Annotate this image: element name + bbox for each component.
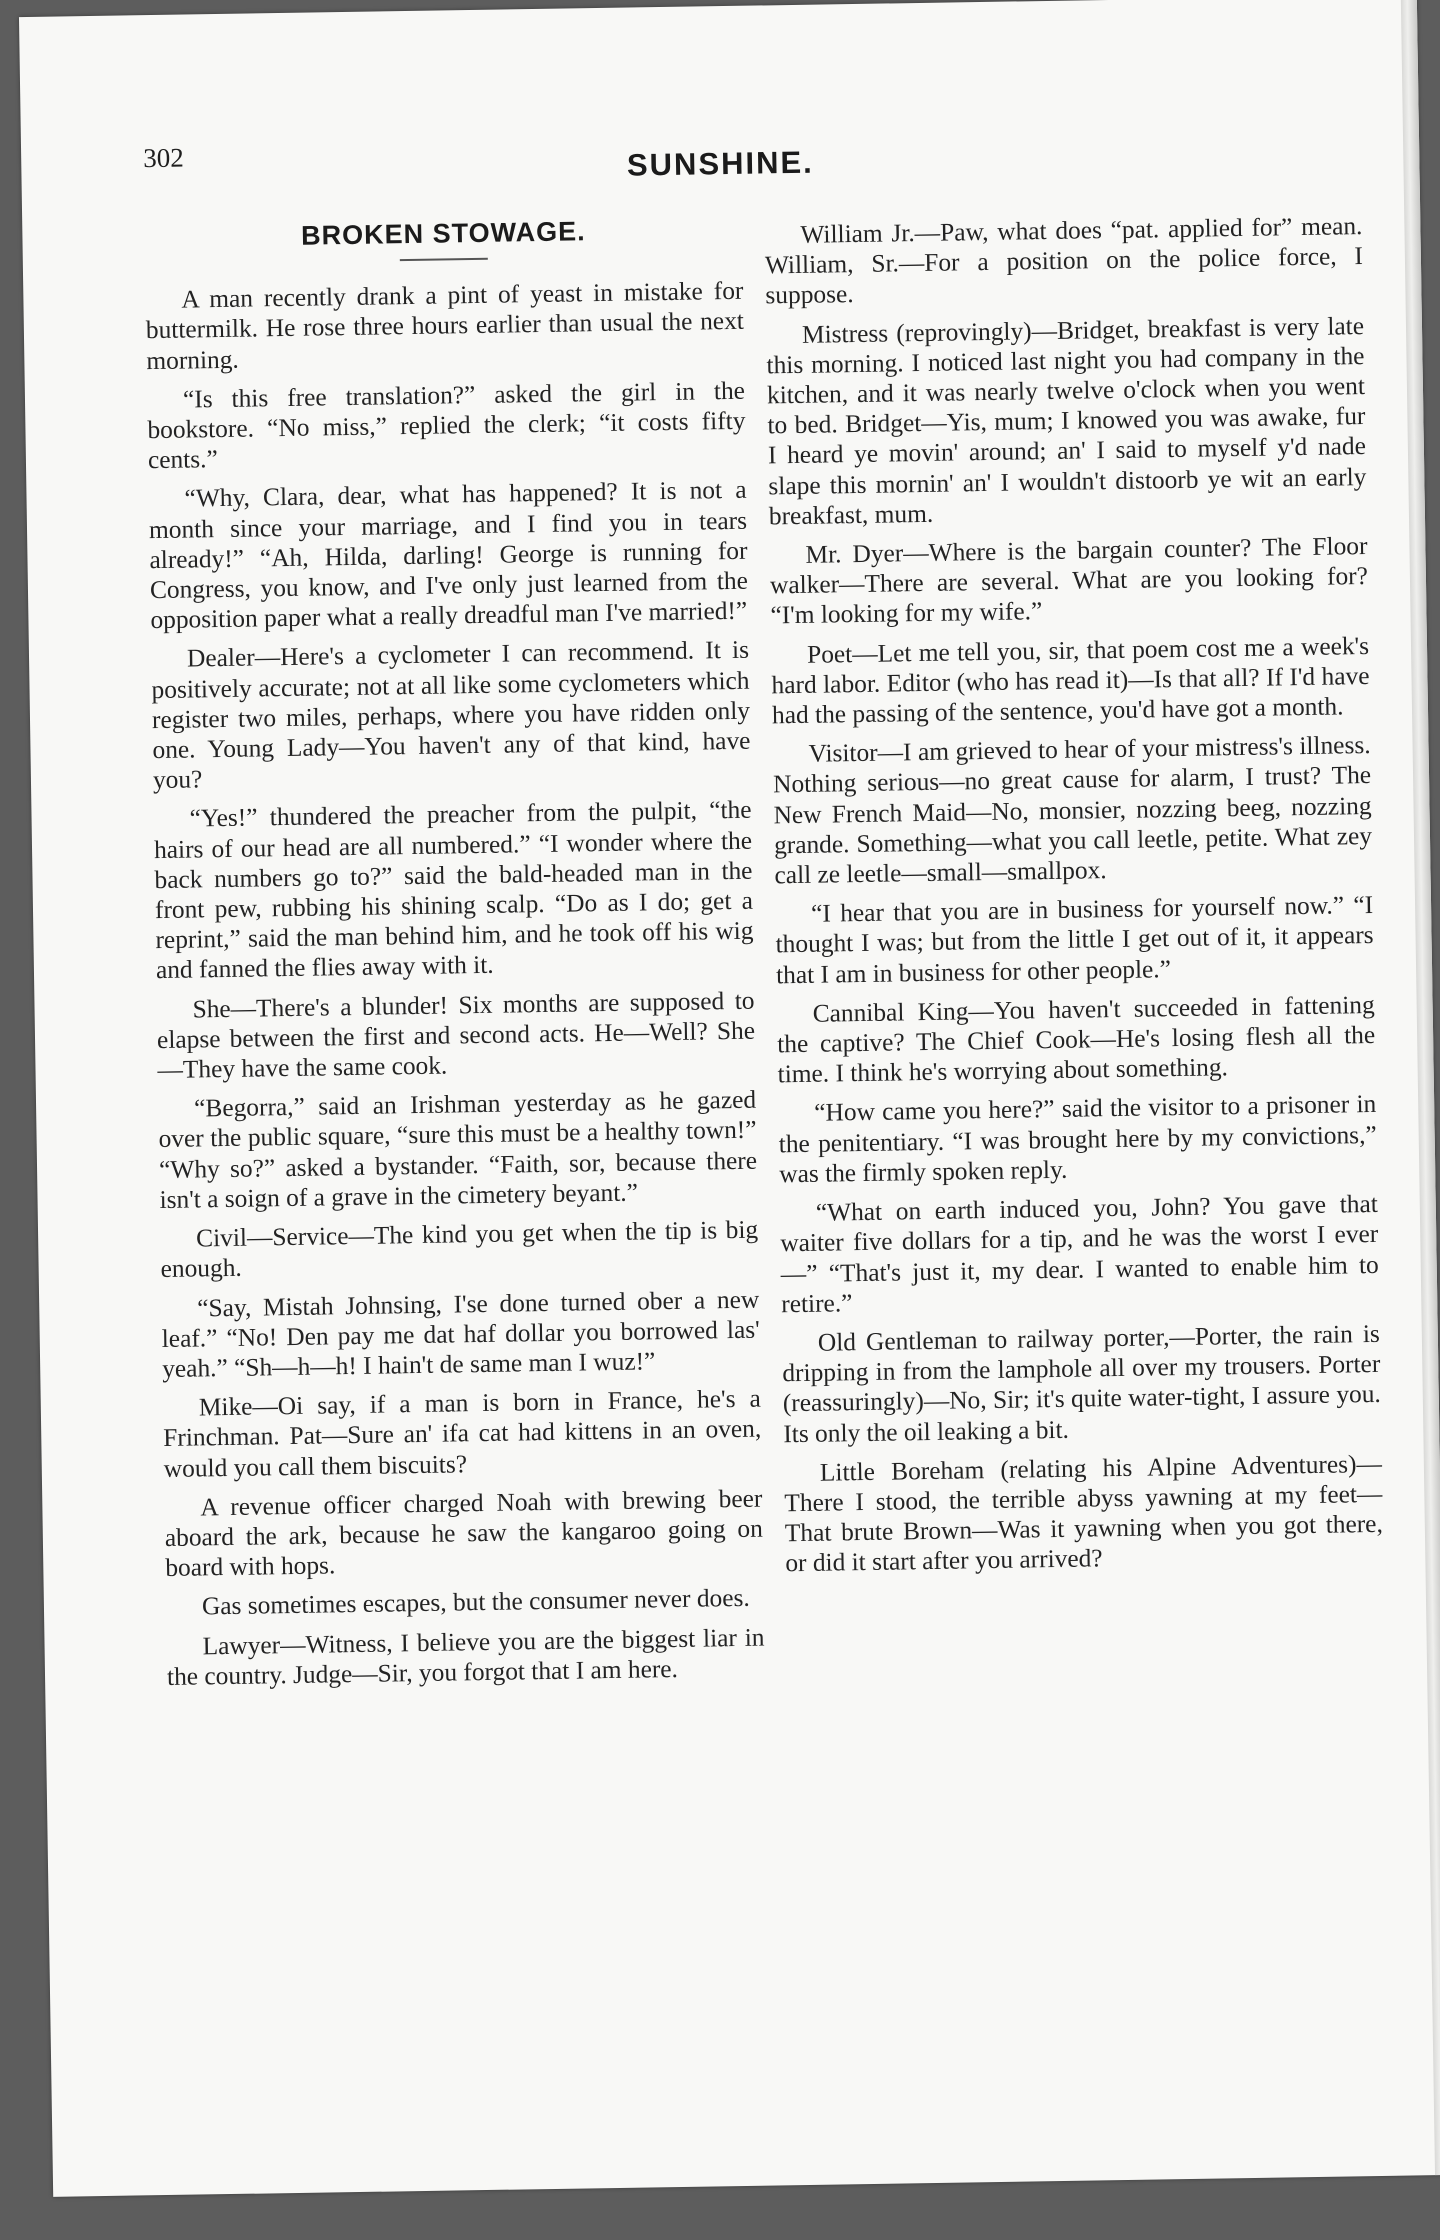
paragraph: Little Boreham (relating his Alpine Adventures)—There I stood, the terrible abyss yawning at my feet— That brute Brown—Was it yawning when you got there, or did it start after you arrived? bbox=[784, 1449, 1384, 1578]
paragraph: Visitor—I am grieved to hear of your mistress's illness. Nothing serious—no great cause for alarm, I trust? The New French Maid—No, monsier, nozzing beeg, nozzing grande. Something—what you call leetle, petite. What zey call ze leetle—small—smallpox. bbox=[772, 731, 1373, 890]
running-head: SUNSHINE. bbox=[626, 144, 815, 183]
paragraph: Gas sometimes escapes, but the consumer never does. bbox=[201, 1584, 750, 1621]
paragraph: “Is this free translation?” asked the girl in the bookstore. “No miss,” replied the clerk; “it costs fifty cents.” bbox=[147, 376, 746, 475]
paragraph: Cannibal King—You haven't succeeded in fattening the captive? The Chief Cook—He's losing flesh all the time. I think he's worrying about something. bbox=[776, 990, 1376, 1089]
right-column bbox=[764, 211, 1383, 1588]
left-column bbox=[144, 214, 765, 1701]
page-edge bbox=[1401, 0, 1440, 2175]
paragraph: William Jr.—Paw, what does “pat. applied for” mean. William, Sr.—For a position on the police force, I suppose. bbox=[764, 212, 1364, 310]
paragraph: “How came you here?” said the visitor to a prisoner in the penitentiary. “I was brought here by my convictions,” was the firmly spoken reply. bbox=[778, 1090, 1377, 1189]
paragraph: Old Gentleman to railway porter,—Porter, the rain is dripping in from the lamphole all over my trousers. Porter (reassuringly)—No, Sir; it's quite water-tight, I assure you. Its only the oil leaking a bit. bbox=[782, 1319, 1381, 1448]
paragraph: “Yes!” thundered the preacher from the pulpit, “the hairs of our head are all numbered.” “I wonder where the back numbers go to?” said the bald-headed man in the front pew, rubbing his shining scalp. “Do as I do; get a reprint,” said the man behind him, and he took off his wig and fanned the flies away with it. bbox=[153, 796, 754, 985]
paragraph: Lawyer—Witness, I believe you are the biggest liar in the country. Judge—Sir, you forgot that I am here. bbox=[166, 1623, 765, 1691]
paragraph: A revenue officer charged Noah with brewing beer aboard the ark, because he saw the kangaroo going on board with hops. bbox=[164, 1484, 764, 1583]
paragraph: Mr. Dyer—Where is the bargain counter? The Floor walker—There are several. What are you looking for? “I'm looking for my wife.” bbox=[769, 532, 1369, 630]
paragraph: “Begorra,” said an Irishman yesterday as he gazed over the public square, “sure this must be a healthy town!” “Why so?” asked a bystander. “Faith, sor, because there isn't a soign of a grave in the cimetery beyant.” bbox=[158, 1085, 758, 1214]
section-title: BROKEN STOWAGE. bbox=[300, 216, 586, 251]
paragraph: Dealer—Here's a cyclometer I can recommend. It is positively accurate; not at all like some cyclometers which register two miles, perhaps, where you have ridden only one. Young Lady—You haven't any of that kind, have you? bbox=[151, 636, 751, 795]
book-page bbox=[19, 0, 1440, 2197]
paragraph: Civil—Service—The kind you get when the tip is big enough. bbox=[160, 1215, 759, 1284]
paragraph: “Say, Mistah Johnsing, I'se done turned ober a new leaf.” “No! Den pay me dat haf dollar you borrowed las' yeah.” “Sh—h—h! I hain't de same man I wuz!” bbox=[161, 1285, 760, 1383]
page-number: 302 bbox=[142, 142, 184, 174]
paragraph: “Why, Clara, dear, what has happened? It is not a month since your marriage, and I find you in tears already!” “Ah, Hilda, darling! George is running for Congress, you know, and I've only just learned from the opposition paper what a really dreadful man I've married!” bbox=[148, 476, 749, 635]
paragraph: She—There's a blunder! Six months are supposed to elapse between the first and second acts. He—Well? She—They have the same cook. bbox=[156, 986, 756, 1085]
paragraph: “I hear that you are in business for yourself now.” “I thought I was; but from the little I get out of it, it appears that I am in business for other people.” bbox=[775, 891, 1374, 990]
paragraph: Mike—Oi say, if a man is born in France, he's a Frinchman. Pat—Sure an' ifa cat had kittens in an oven, would you call them biscuits? bbox=[163, 1384, 762, 1483]
paragraph: Mistress (reprovingly)—Bridget, breakfast is very late this morning. I noticed last night you had company in the kitchen, and it was nearly twelve o'clock when you went to bed. Bridget—Yis, mum; I knowed you was awake, fur I heard ye movin' around; an' I said to myself y'd nade slape this mornin' an' I wouldn't distoorb ye wit an early breakfast, mum. bbox=[766, 311, 1367, 531]
paragraph: “What on earth induced you, John? You gave that waiter five dollars for a tip, and he was the worst I ever—” “That's just it, my dear. I wanted to enable him to retire.” bbox=[780, 1190, 1379, 1319]
paragraph: A man recently drank a pint of yeast in mistake for buttermilk. He rose three hours earlier than usual the next morning. bbox=[145, 276, 745, 375]
title-rule bbox=[400, 258, 488, 261]
paragraph: Poet—Let me tell you, sir, that poem cost me a week's hard labor. Editor (who has read it)—Is that all? If I'd have had the passing of the sentence, you'd have got a month. bbox=[771, 631, 1370, 730]
